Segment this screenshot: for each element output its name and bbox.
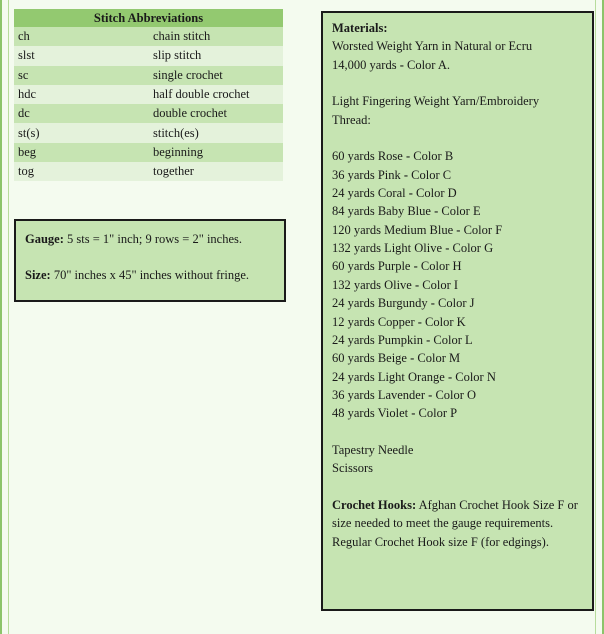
- size-label: Size:: [25, 268, 51, 282]
- color-item: 60 yards Beige - Color M: [332, 351, 461, 366]
- worsted-amount-line: 14,000 yards - Color A.: [332, 57, 451, 72]
- tool-item: Tapestry Needle: [332, 442, 414, 457]
- table-row: [14, 143, 283, 162]
- table-row: [14, 27, 283, 46]
- table-row: [14, 66, 283, 85]
- meaning-cell: double crochet: [153, 104, 283, 123]
- hooks-label: Crochet Hooks:: [332, 497, 417, 512]
- meaning-cell: slip stitch: [153, 46, 283, 65]
- spacer: [332, 478, 584, 496]
- dash: -: [426, 332, 431, 347]
- dash: -: [410, 351, 415, 366]
- spacer: [332, 423, 584, 441]
- dash: -: [428, 387, 433, 402]
- color-item: 60 yards Purple - Color H: [332, 259, 462, 274]
- color-item: 24 yards Pumpkin - Color L: [332, 332, 473, 347]
- table-row: [14, 162, 283, 181]
- fingering-heading-1: Light Fingering Weight Yarn/Embroidery: [332, 94, 540, 109]
- gauge-text: 5 sts = 1" inch; 9 rows = 2" inches.: [63, 232, 243, 246]
- table-row: [14, 123, 283, 142]
- meaning-cell: beginning: [153, 143, 283, 162]
- dash: -: [405, 149, 411, 164]
- dash: -: [413, 259, 418, 274]
- table-row: [14, 104, 283, 123]
- hooks-line-3: Regular Crochet Hook size F (for edgings).: [332, 534, 549, 549]
- dash: -: [430, 296, 435, 311]
- abbreviation-cell: sc: [14, 66, 153, 85]
- color-item: 60 yards Rose - Color B: [332, 149, 454, 164]
- color-item: 24 yards Burgundy - Color J: [332, 296, 475, 311]
- color-item: 24 yards Coral - Color D: [332, 186, 457, 201]
- stitch-abbreviations-table: [14, 9, 283, 181]
- color-item: 12 yards Copper - Color K: [332, 314, 466, 329]
- dash: -: [399, 57, 404, 72]
- meaning-cell: single crochet: [153, 66, 283, 85]
- hooks-line-1: Crochet Hooks: Afghan Crochet Hook Size F or: [332, 497, 578, 512]
- table-title: Stitch Abbreviations: [14, 9, 283, 27]
- tool-item: Scissors: [332, 461, 373, 476]
- meaning-cell: together: [153, 162, 283, 181]
- materials-heading: Materials:: [332, 21, 388, 35]
- color-item: 24 yards Light Orange - Color N: [332, 369, 496, 384]
- dash: -: [434, 204, 439, 219]
- color-item: 120 yards Medium Blue - Color F: [332, 222, 503, 237]
- meaning-cell: stitch(es): [153, 123, 283, 142]
- table-row: [14, 85, 283, 104]
- dash: -: [445, 241, 450, 256]
- color-item: 84 yards Baby Blue - Color E: [332, 204, 481, 219]
- size-line: [25, 266, 274, 284]
- meaning-cell: half double crochet: [153, 85, 283, 104]
- abbreviation-cell: dc: [14, 104, 153, 123]
- abbreviation-cell: beg: [14, 143, 153, 162]
- abbreviation-cell: st(s): [14, 123, 153, 142]
- size-text: 70" inches x 45" inches without fringe.: [50, 268, 250, 282]
- spacer: [332, 129, 584, 147]
- color-list: [332, 147, 584, 422]
- dash: -: [447, 369, 453, 384]
- gauge-size-box: [14, 219, 286, 302]
- color-item: 132 yards Olive - Color I: [332, 277, 459, 292]
- abbreviation-cell: tog: [14, 162, 153, 181]
- color-item: 36 yards Lavender - Color O: [332, 387, 477, 402]
- spacer: [332, 74, 584, 92]
- gauge-line: [25, 230, 274, 248]
- dash: -: [417, 314, 422, 329]
- dash: -: [403, 167, 409, 182]
- table-row: [14, 46, 283, 65]
- table-body: [14, 27, 283, 181]
- hooks-line-2: size needed to meet the gauge requirements.: [332, 516, 554, 531]
- worsted-yarn-line: Worsted Weight Yarn in Natural or Ecru: [332, 39, 533, 54]
- color-item: 48 yards Violet - Color P: [332, 406, 458, 421]
- abbreviation-cell: hdc: [14, 85, 153, 104]
- fingering-heading-2: Thread:: [332, 112, 371, 127]
- dash: -: [456, 222, 461, 237]
- materials-box: [321, 11, 594, 611]
- gauge-label: Gauge:: [25, 232, 64, 246]
- abbreviation-cell: ch: [14, 27, 153, 46]
- color-item: 36 yards Pink - Color C: [332, 167, 452, 182]
- dash: -: [411, 406, 416, 421]
- color-item: 132 yards Light Olive - Color G: [332, 241, 494, 256]
- dash: -: [414, 277, 420, 292]
- dash: -: [408, 186, 413, 201]
- abbreviation-cell: slst: [14, 46, 153, 65]
- meaning-cell: chain stitch: [153, 27, 283, 46]
